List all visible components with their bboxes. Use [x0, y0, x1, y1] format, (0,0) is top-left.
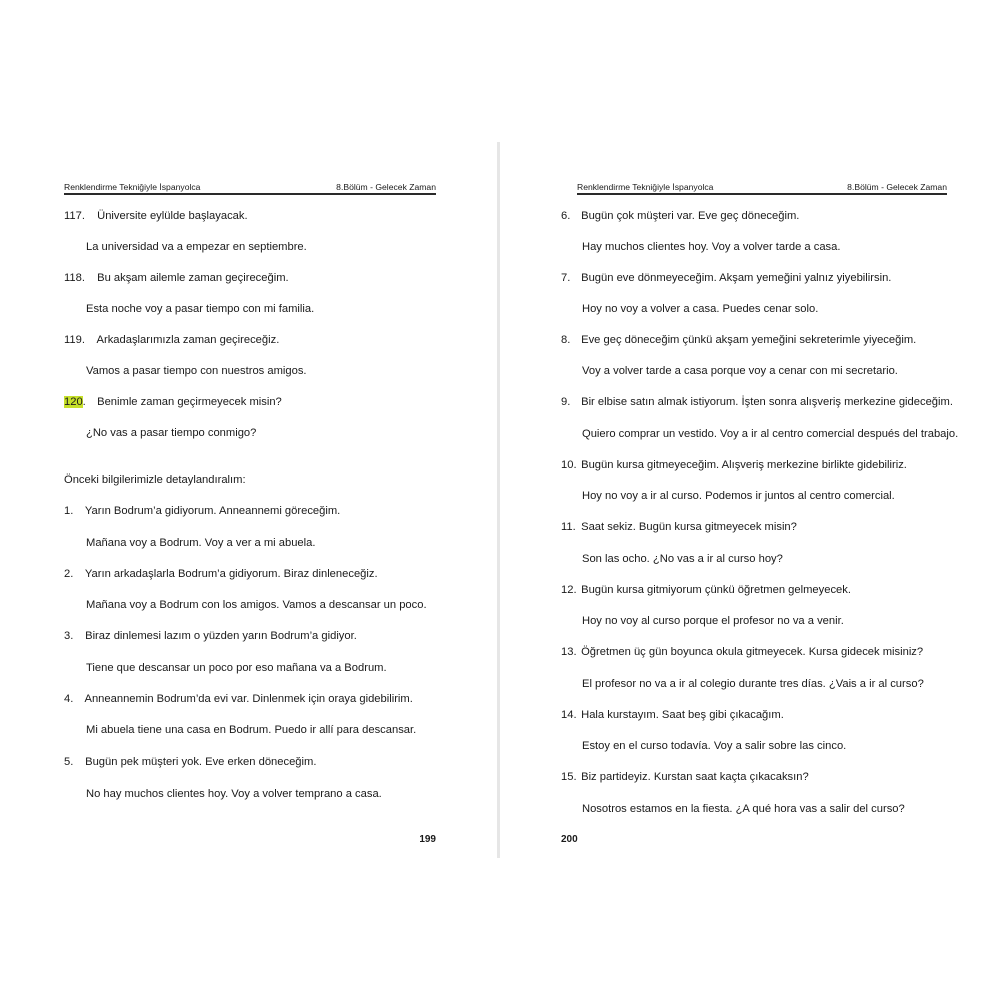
page-number: 200 [561, 834, 578, 845]
item-118-spanish: Esta noche voy a pasar tiempo con mi familia. [86, 303, 315, 315]
item-3-spanish: Tiene que descansar un poco por eso mañana va a Bodrum. [86, 662, 387, 674]
item-3-turkish: 3. Biraz dinlemesi lazım o yüzden yarın Bodrum’a gidiyor. [64, 630, 357, 642]
item-4-turkish: 4. Anneannemin Bodrum’da evi var. Dinlenmek için oraya gidebilirim. [64, 693, 413, 705]
item-12-spanish: Hoy no voy al curso porque el profesor no va a venir. [582, 615, 844, 627]
page-gutter-divider [497, 142, 500, 858]
item-10-spanish: Hoy no voy a ir al curso. Podemos ir juntos al centro comercial. [582, 490, 895, 502]
item-13-spanish: El profesor no va a ir al colegio durante tres días. ¿Vais a ir al curso? [582, 678, 924, 690]
header-chapter-title: 8.Bölüm - Gelecek Zaman [847, 182, 947, 192]
running-header [64, 180, 436, 192]
item-8-spanish: Voy a volver tarde a casa porque voy a cenar con mi secretario. [582, 365, 898, 377]
header-book-title: Renklendirme Tekniğiyle İspanyolca [64, 182, 201, 192]
item-14-spanish: Estoy en el curso todavía. Voy a salir sobre las cinco. [582, 740, 847, 752]
header-chapter-title: 8.Bölüm - Gelecek Zaman [336, 182, 436, 192]
item-14-turkish: 14. Hala kurstayım. Saat beş gibi çıkacağım. [561, 709, 784, 721]
item-2-spanish: Mañana voy a Bodrum con los amigos. Vamos a descansar un poco. [86, 599, 427, 611]
item-119-turkish: 119. Arkadaşlarımızla zaman geçireceğiz. [64, 334, 280, 346]
item-1-turkish: 1. Yarın Bodrum’a gidiyorum. Anneannemi göreceğim. [64, 505, 341, 517]
header-book-title: Renklendirme Tekniğiyle İspanyolca [577, 182, 714, 192]
running-header [577, 180, 947, 192]
item-5-spanish: No hay muchos clientes hoy. Voy a volver temprano a casa. [86, 788, 382, 800]
item-11-turkish: 11. Saat sekiz. Bugün kursa gitmeyecek misin? [561, 521, 797, 533]
page-number: 199 [419, 834, 436, 845]
item-120-spanish: ¿No vas a pasar tiempo conmigo? [86, 427, 257, 439]
header-rule [577, 193, 947, 195]
item-13-turkish: 13. Öğretmen üç gün boyunca okula gitmeyecek. Kursa gidecek misiniz? [561, 646, 924, 658]
item-1-spanish: Mañana voy a Bodrum. Voy a ver a mi abuela. [86, 537, 316, 549]
item-5-turkish: 5. Bugün pek müşteri yok. Eve erken döneceğim. [64, 756, 317, 768]
item-15-spanish: Nosotros estamos en la fiesta. ¿A qué hora vas a salir del curso? [582, 803, 905, 815]
item-4-spanish: Mi abuela tiene una casa en Bodrum. Puedo ir allí para descansar. [86, 724, 417, 736]
highlighted-number: 120 [64, 396, 83, 408]
item-9-spanish: Quiero comprar un vestido. Voy a ir al centro comercial después del trabajo. [582, 428, 959, 440]
item-6-spanish: Hay muchos clientes hoy. Voy a volver tarde a casa. [582, 241, 841, 253]
item-117-turkish: 117. Üniversite eylülde başlayacak. [64, 210, 248, 222]
item-12-turkish: 12. Bugün kursa gitmiyorum çünkü öğretmen gelmeyecek. [561, 584, 851, 596]
item-8-turkish: 8. Eve geç döneceğim çünkü akşam yemeğini sekreterimle yiyeceğim. [561, 334, 917, 346]
item-2-turkish: 2. Yarın arkadaşlarla Bodrum’a gidiyorum. Biraz dinleneceğiz. [64, 568, 378, 580]
item-10-turkish: 10. Bugün kursa gitmeyeceğim. Alışveriş merkezine birlikte gidebiliriz. [561, 459, 907, 471]
item-15-turkish: 15. Biz partideyiz. Kurstan saat kaçta çıkacaksın? [561, 771, 809, 783]
right-page [561, 0, 959, 1000]
item-119-spanish: Vamos a pasar tiempo con nuestros amigos. [86, 365, 307, 377]
item-120-turkish: 120. Benimle zaman geçirmeyecek misin? [64, 396, 282, 408]
item-117-spanish: La universidad va a empezar en septiembre. [86, 241, 307, 253]
section-heading: Önceki bilgilerimizle detaylandıralım: [64, 474, 246, 486]
item-7-spanish: Hoy no voy a volver a casa. Puedes cenar solo. [582, 303, 819, 315]
item-11-spanish: Son las ocho. ¿No vas a ir al curso hoy? [582, 553, 783, 565]
header-rule [64, 193, 436, 195]
item-9-turkish: 9. Bir elbise satın almak istiyorum. İşten sonra alışveriş merkezine gideceğim. [561, 396, 953, 408]
left-page [64, 0, 436, 1000]
item-118-turkish: 118. Bu akşam ailemle zaman geçireceğim. [64, 272, 289, 284]
item-6-turkish: 6. Bugün çok müşteri var. Eve geç döneceğim. [561, 210, 800, 222]
item-7-turkish: 7. Bugün eve dönmeyeceğim. Akşam yemeğini yalnız yiyebilirsin. [561, 272, 892, 284]
